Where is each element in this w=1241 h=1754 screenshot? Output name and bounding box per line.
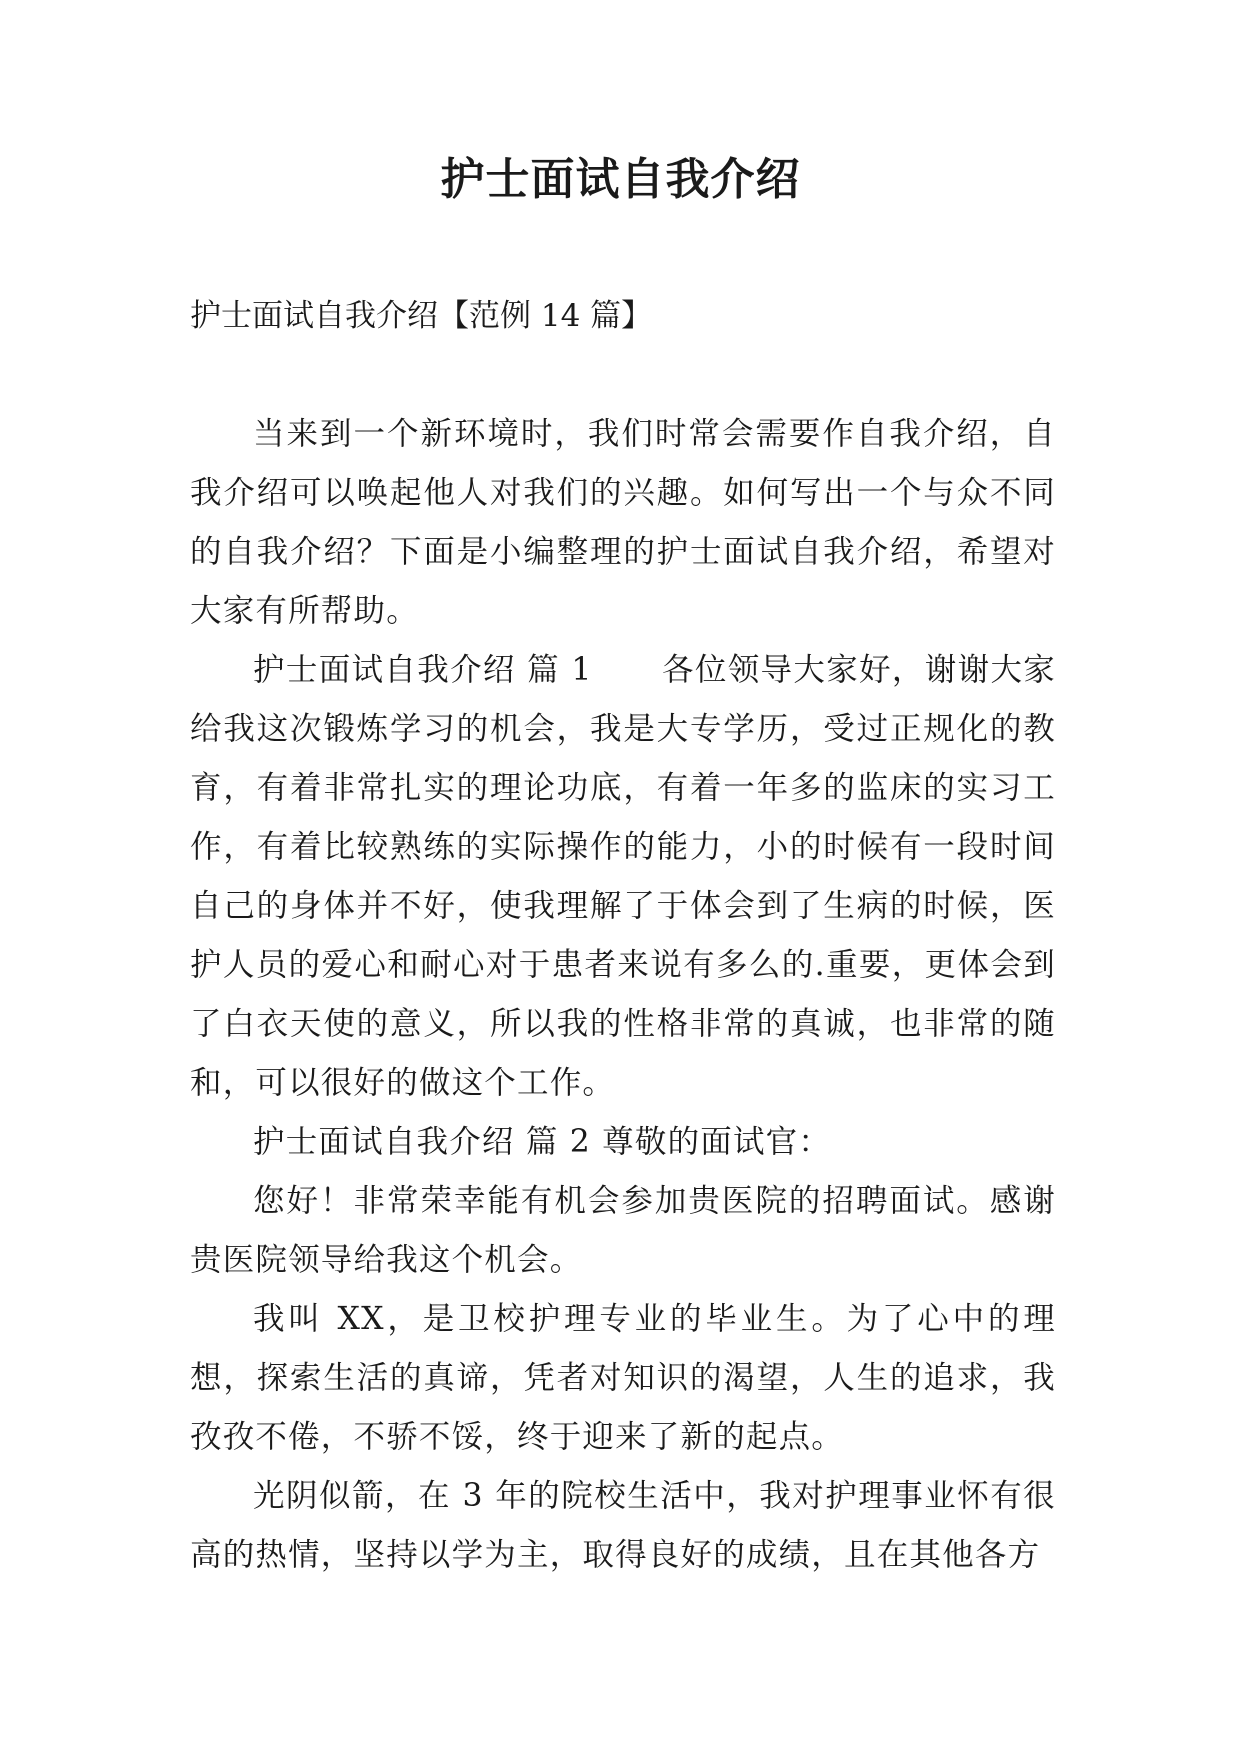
document-subtitle: 护士面试自我介绍【范例 14 篇】: [190, 298, 653, 334]
section-1-text: 各位领导大家好，谢谢大家给我这次锻炼学习的机会，我是大专学历，受过正规化的教育，有着非常扎实的理论功底，有着一年多的监床的实习工作，有着比较熟练的实际操作的能力，小的时候有一段时间自己的身体并不好，使我理解了于体会到了生病的时候，医护人员的爱心和耐心对于患者来说有多么的.重要，更体会到了白衣天使的意义，所以我的性格非常的真诚，也非常的随和，可以很好的做这个工作。: [190, 652, 1056, 1101]
document-body: [190, 405, 1056, 1585]
greeting-paragraph: 您好！非常荣幸能有机会参加贵医院的招聘面试。感谢贵医院领导给我这个机会。: [190, 1183, 1056, 1278]
college-life-paragraph: 光阴似箭，在 3 年的院校生活中，我对护理事业怀有很高的热情，坚持以学为主，取得良好的成绩，且在其他各方: [190, 1478, 1056, 1573]
section-1-paragraph: [190, 641, 1056, 1113]
self-intro-paragraph: 我叫 XX，是卫校护理专业的毕业生。为了心中的理想，探索生活的真谛，凭者对知识的渴望，人生的追求，我孜孜不倦，不骄不馁，终于迎来了新的起点。: [190, 1301, 1056, 1455]
intro-paragraph: 当来到一个新环境时，我们时常会需要作自我介绍，自我介绍可以唤起他人对我们的兴趣。如何写出一个与众不同的自我介绍？下面是小编整理的护士面试自我介绍，希望对大家有所帮助。: [190, 416, 1056, 629]
section-1-heading: 护士面试自我介绍 篇 1: [253, 652, 593, 688]
section-2-heading: 护士面试自我介绍 篇 2 尊敬的面试官：: [253, 1124, 832, 1160]
document-title: 护士面试自我介绍: [440, 154, 801, 205]
